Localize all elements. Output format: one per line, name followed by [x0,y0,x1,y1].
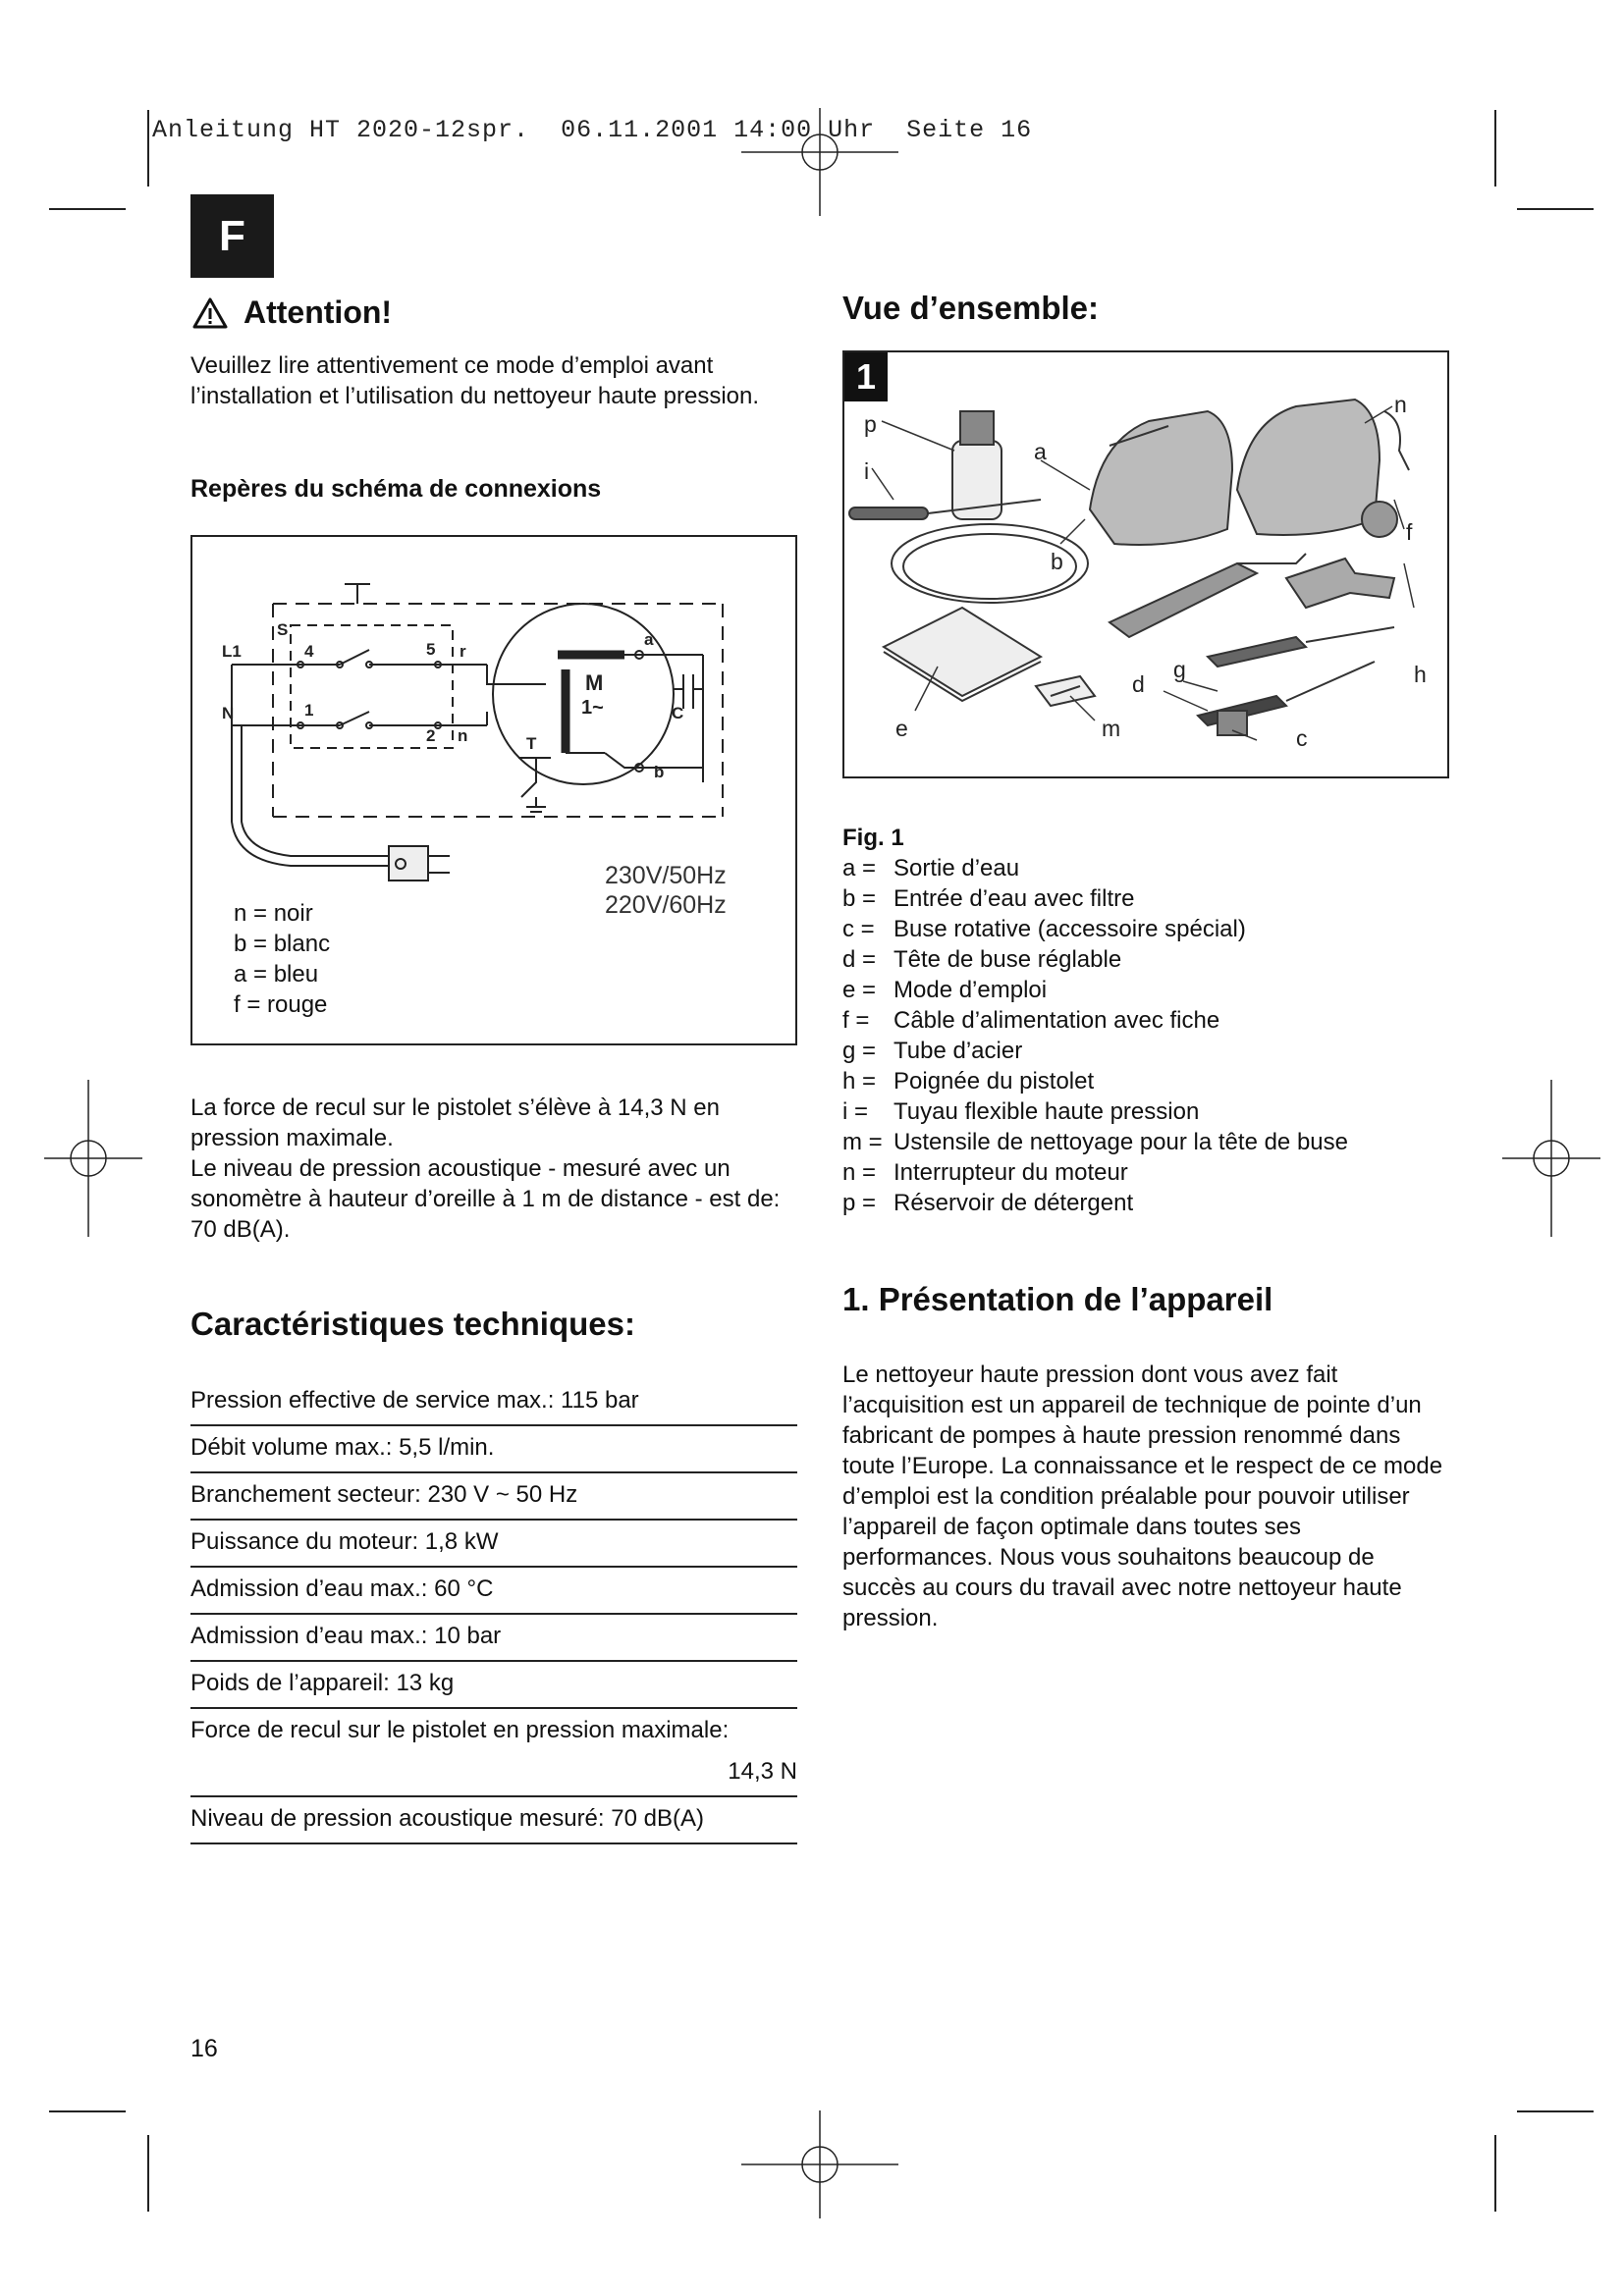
page-number: 16 [190,2035,218,2062]
spec-row: Puissance du moteur: 1,8 kW [190,1521,797,1568]
label-s: S [277,620,289,639]
specs-title: Caractéristiques techniques: [190,1306,635,1342]
legend-key: e = [842,977,877,1003]
spec-row: Niveau de pression acoustique mesuré: 70 dB(A) [190,1797,797,1844]
fig-label-h: h [1414,662,1427,687]
legend-key: d = [842,946,877,973]
legend-text: Ustensile de nettoyage pour la tête de buse [893,1129,1348,1155]
crop-mark [147,110,149,187]
label-5: 5 [426,640,436,659]
spec-row: Admission d’eau max.: 10 bar [190,1615,797,1662]
legend-text: Mode d’emploi [893,977,1048,1003]
legend-row [842,1188,1348,1218]
fig-label-e: e [895,716,908,741]
legend-text: Sortie d’eau [893,855,1020,881]
label-nn: n [458,726,468,745]
spec-recoil-label: Force de recul sur le pistolet en pression maximale: [190,1717,730,1743]
print-header: Anleitung HT 2020-12spr. 06.11.2001 14:00 Uhr Seite 16 [152,116,1033,144]
color-key-item: n = noir [234,900,313,927]
attention-text: Veuillez lire attentivement ce mode d’emploi avant l’installation et l’utilisation du nettoyeur haute pression. [190,352,760,409]
legend-text: Entrée d’eau avec filtre [893,885,1135,912]
legend-text: Tube d’acier [893,1038,1023,1064]
fig-label-d: d [1132,671,1145,697]
fig-label-b: b [1051,549,1063,574]
spec-row: Poids de l’appareil: 13 kg [190,1662,797,1709]
recoil-paragraph: La force de recul sur le pistolet s’élève à 14,3 N en pression maximale. [190,1095,720,1151]
registration-mark-bottom [741,2110,898,2218]
legend-key: a = [842,855,877,881]
legend-row [842,853,1348,883]
legend-text: Poignée du pistolet [893,1068,1095,1095]
presentation-title: 1. Présentation de l’appareil [842,1281,1273,1317]
legend-key: b = [842,885,877,912]
warning-icon [192,297,228,329]
legend-row [842,1157,1348,1188]
legend-key: i = [842,1098,869,1125]
legend-row [842,1036,1348,1066]
fig-label-c: c [1296,725,1308,751]
color-key-item: b = blanc [234,931,331,957]
label-m: M [585,670,604,695]
pressure-washer-illustration [844,352,1447,776]
legend-text: Tête de buse réglable [893,946,1122,973]
crop-mark [1494,110,1496,187]
legend-row [842,944,1348,975]
label-2: 2 [426,726,436,745]
label-4: 4 [304,642,314,661]
label-b: b [654,763,665,781]
legend-key: p = [842,1190,877,1216]
voltage-info [605,861,727,920]
registration-mark-left [44,1080,142,1237]
legend-key: m = [842,1129,883,1155]
color-key-item: a = bleu [234,961,319,988]
fig-label-n: n [1394,392,1407,417]
spec-row: Admission d’eau max.: 60 °C [190,1568,797,1615]
noise-paragraph: Le niveau de pression acoustique - mesuré avec un sonomètre à hauteur d’oreille à 1 m de distance - est de: 70 dB(A). [190,1155,781,1243]
legend-text: Réservoir de détergent [893,1190,1134,1216]
wiring-heading: Repères du schéma de connexions [190,475,602,503]
legend-text: Tuyau flexible haute pression [893,1098,1200,1125]
spec-row: Pression effective de service max.: 115 bar [190,1379,797,1426]
label-r: r [460,642,466,661]
legend-row [842,975,1348,1005]
fig-label-a: a [1034,439,1047,464]
spec-recoil-value: 14,3 N [728,1758,797,1785]
label-a: a [644,630,654,649]
presentation-text: Le nettoyeur haute pression dont vous avez fait l’acquisition est un appareil de technique de pointe d’un fabricant de pompes à haute pression renommé dans toute l’Europe. La connaissance et le respect de ce mode d’emploi est la condition préalable pour pouvoir utiliser l’appareil de façon optimale dans toutes ses performances. Nous vous souhaitons beaucoup de succès au cours du travail avec notre nettoyeur haute pression. [842,1362,1443,1631]
spec-row-recoil [190,1709,797,1797]
label-c: C [672,704,684,722]
label-n: N [222,704,235,722]
crop-mark [147,2135,149,2212]
legend-row [842,914,1348,944]
legend-row [842,1127,1348,1157]
fig-label-f: f [1406,519,1413,545]
attention-title: Attention! [244,294,393,330]
legend-text: Buse rotative (accessoire spécial) [893,916,1246,942]
crop-mark [1517,208,1594,210]
legend-text: Interrupteur du moteur [893,1159,1128,1186]
legend-text: Câble d’alimentation avec fiche [893,1007,1220,1034]
spec-row: Débit volume max.: 5,5 l/min. [190,1426,797,1473]
fig-label-g: g [1173,657,1186,682]
legend-title: Fig. 1 [842,825,904,851]
label-l1: L1 [222,642,242,661]
overview-title: Vue d’ensemble: [842,290,1100,326]
legend-key: h = [842,1068,877,1095]
fig-label-p: p [864,411,877,437]
figure-1 [842,350,1449,778]
label-t: T [526,734,537,753]
legend-key: f = [842,1007,870,1034]
figure-number: 1 [844,352,888,401]
crop-mark [49,2110,126,2112]
wiring-diagram [190,535,797,1045]
crop-mark [1517,2110,1594,2112]
fig-label-i: i [864,458,870,484]
figure-legend [842,823,1348,1218]
crop-mark [1494,2135,1496,2212]
color-key-item: f = rouge [234,991,328,1018]
legend-key: n = [842,1159,877,1186]
fig-label-m: m [1102,716,1121,741]
voltage-220: 220V/60Hz [605,891,727,919]
legend-row [842,1066,1348,1096]
color-key [234,898,330,1020]
label-m1: 1~ [581,697,604,719]
legend-row [842,1096,1348,1127]
legend-key: c = [842,916,875,942]
legend-row [842,1005,1348,1036]
attention-heading [192,294,392,331]
specs-table [190,1379,797,1844]
legend-row [842,883,1348,914]
crop-mark [49,208,126,210]
language-badge: F [190,194,274,278]
voltage-230: 230V/50Hz [605,862,727,889]
spec-row: Branchement secteur: 230 V ~ 50 Hz [190,1473,797,1521]
legend-key: g = [842,1038,877,1064]
recoil-text [190,1093,799,1245]
label-1: 1 [304,701,314,720]
registration-mark-right [1502,1080,1600,1237]
